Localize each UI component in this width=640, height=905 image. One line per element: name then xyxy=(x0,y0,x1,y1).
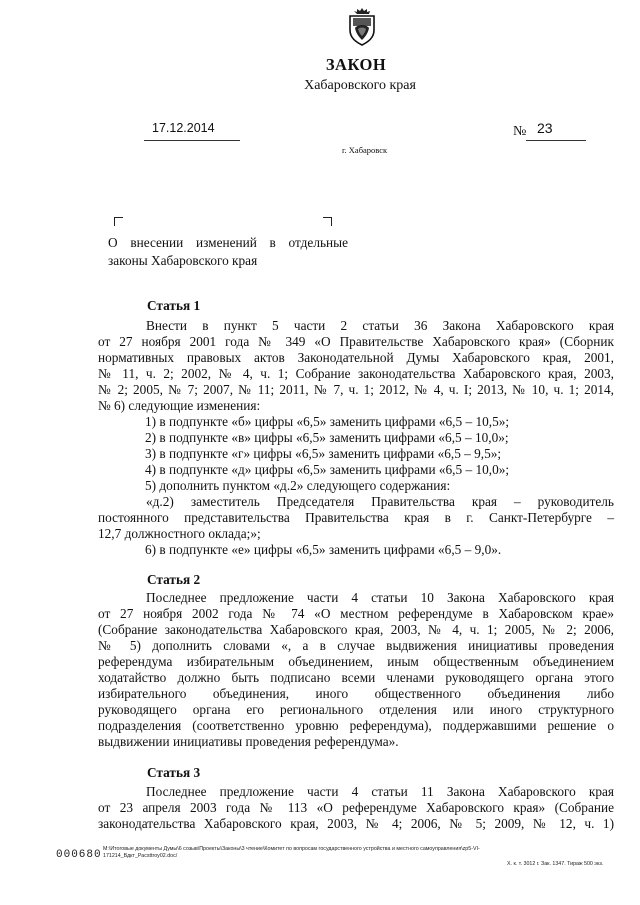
law-date: 17.12.2014 xyxy=(152,121,215,135)
article-1-item: 1) в подпункте «б» цифры «6,5» заменить цифрами «6,5 – 10,5»; xyxy=(145,414,510,429)
article-1-line: нормативных правовых актов Законодательной Думы Хабаровского края, 2001, xyxy=(98,350,614,365)
subject-line: законы Хабаровского края xyxy=(108,253,258,268)
article-2-line: выдвижении инициативы проведения референдума». xyxy=(98,734,399,749)
article-3-line: от 23 апреля 2003 года № 113 «О референдуме Хабаровского края» (Собрание xyxy=(98,800,614,815)
article-1-heading: Статья 1 xyxy=(147,298,201,313)
article-1-line: № 2; 2005, № 7; 2007, № 11; 2011, № 7, ч. 1; 2012, № 4, ч. I; 2013, № 10, ч. 1; 2014, xyxy=(98,382,614,397)
document-subtitle: Хабаровского края xyxy=(304,78,416,93)
article-2-line: ходатайство должно быть подписано всеми членами руководящего органа этого xyxy=(98,670,614,685)
law-number-label: № xyxy=(513,124,527,139)
article-1-line: № 6) следующие изменения: xyxy=(98,398,261,413)
date-underline xyxy=(144,140,240,141)
article-2-line: избирательного объединения, иного общественного объединения либо xyxy=(98,686,614,701)
article-2-line: от 27 ноября 2002 года № 74 «О местном референдуме в Хабаровском крае» xyxy=(98,606,614,621)
article-1-line: «д.2) заместитель Председателя Правительства края – руководитель xyxy=(146,494,614,509)
print-info: Х. к. т. 3012 г. Зак. 1347. Тираж 500 экз. xyxy=(507,861,604,867)
article-1-line: 12,7 должностного оклада;»; xyxy=(98,526,261,541)
file-path-line: 171214_Вдкт_Расsttroy02.doc/ xyxy=(103,853,178,859)
law-subject xyxy=(108,234,348,270)
article-2-line: Последнее предложение части 4 статьи 10 Закона Хабаровского края xyxy=(146,590,614,605)
document-title: ЗАКОН xyxy=(325,55,387,74)
article-1-item: 2) в подпункте «в» цифры «6,5» заменить цифрами «6,5 – 10,0»; xyxy=(145,430,509,445)
article-1-item: 3) в подпункте «г» цифры «6,5» заменить цифрами «6,5 – 9,5»; xyxy=(145,446,502,461)
article-2-line: руководящего органа его регионального отделения или иного структурного xyxy=(98,702,614,717)
article-1-line: постоянного представительства Правительства края в г. Санкт-Петербурге – xyxy=(98,510,614,525)
article-1-line: № 11, ч. 2; 2002, № 4, ч. 1; Собрание законодательства Хабаровского края, 2003, xyxy=(98,366,614,381)
article-3-line: Последнее предложение части 4 статьи 11 Закона Хабаровского края xyxy=(146,784,614,799)
article-1-line: Внести в пункт 5 части 2 статьи 36 Закона Хабаровского края xyxy=(146,318,614,333)
subject-corner-right xyxy=(323,217,332,226)
article-2-line: (Собрание законодательства Хабаровского края, 2003, № 4, ч. 1; 2005, № 2; 2006, xyxy=(98,622,614,637)
article-1-line: от 27 ноября 2001 года № 349 «О Правительстве Хабаровского края» (Сборник xyxy=(98,334,614,349)
article-2-heading: Статья 2 xyxy=(147,572,201,587)
article-3-line: законодательства Хабаровского края, 2003, № 4; 2006, № 5; 2009, № 12, ч. 1) xyxy=(98,816,614,831)
subject-corner-left xyxy=(114,217,123,226)
article-1-item: 6) в подпункте «е» цифры «6,5» заменить цифрами «6,5 – 9,0». xyxy=(145,542,502,557)
article-1-item: 5) дополнить пунктом «д.2» следующего содержания: xyxy=(145,478,451,493)
document-code: 000680 xyxy=(56,849,102,861)
file-path xyxy=(103,846,613,860)
file-path-line: M:\Итоговые документы Думы\6 созыв\Проекты\Законы\3 чтение\Комитет по вопросам государственного устройства и местного самоуправления\zp5-VI- xyxy=(103,846,480,852)
article-2-line: референдума избирательным объединением, иным общественным объединением xyxy=(98,654,614,669)
law-number: 23 xyxy=(537,120,553,136)
city-label: г. Хабаровск xyxy=(342,145,388,155)
article-1-item: 4) в подпункте «д» цифры «6,5» заменить цифрами «6,5 – 10,0»; xyxy=(145,462,510,477)
coat-of-arms-icon xyxy=(340,6,384,46)
article-2-line: подразделения (соответственно уровню референдума), поддержавшими решение о xyxy=(98,718,614,733)
subject-line: О внесении изменений в отдельные xyxy=(108,235,348,250)
article-3-heading: Статья 3 xyxy=(147,765,201,780)
article-2-line: № 5) дополнить словами «, а в случае выдвижения инициативы проведения xyxy=(98,638,614,653)
number-underline xyxy=(526,140,586,141)
